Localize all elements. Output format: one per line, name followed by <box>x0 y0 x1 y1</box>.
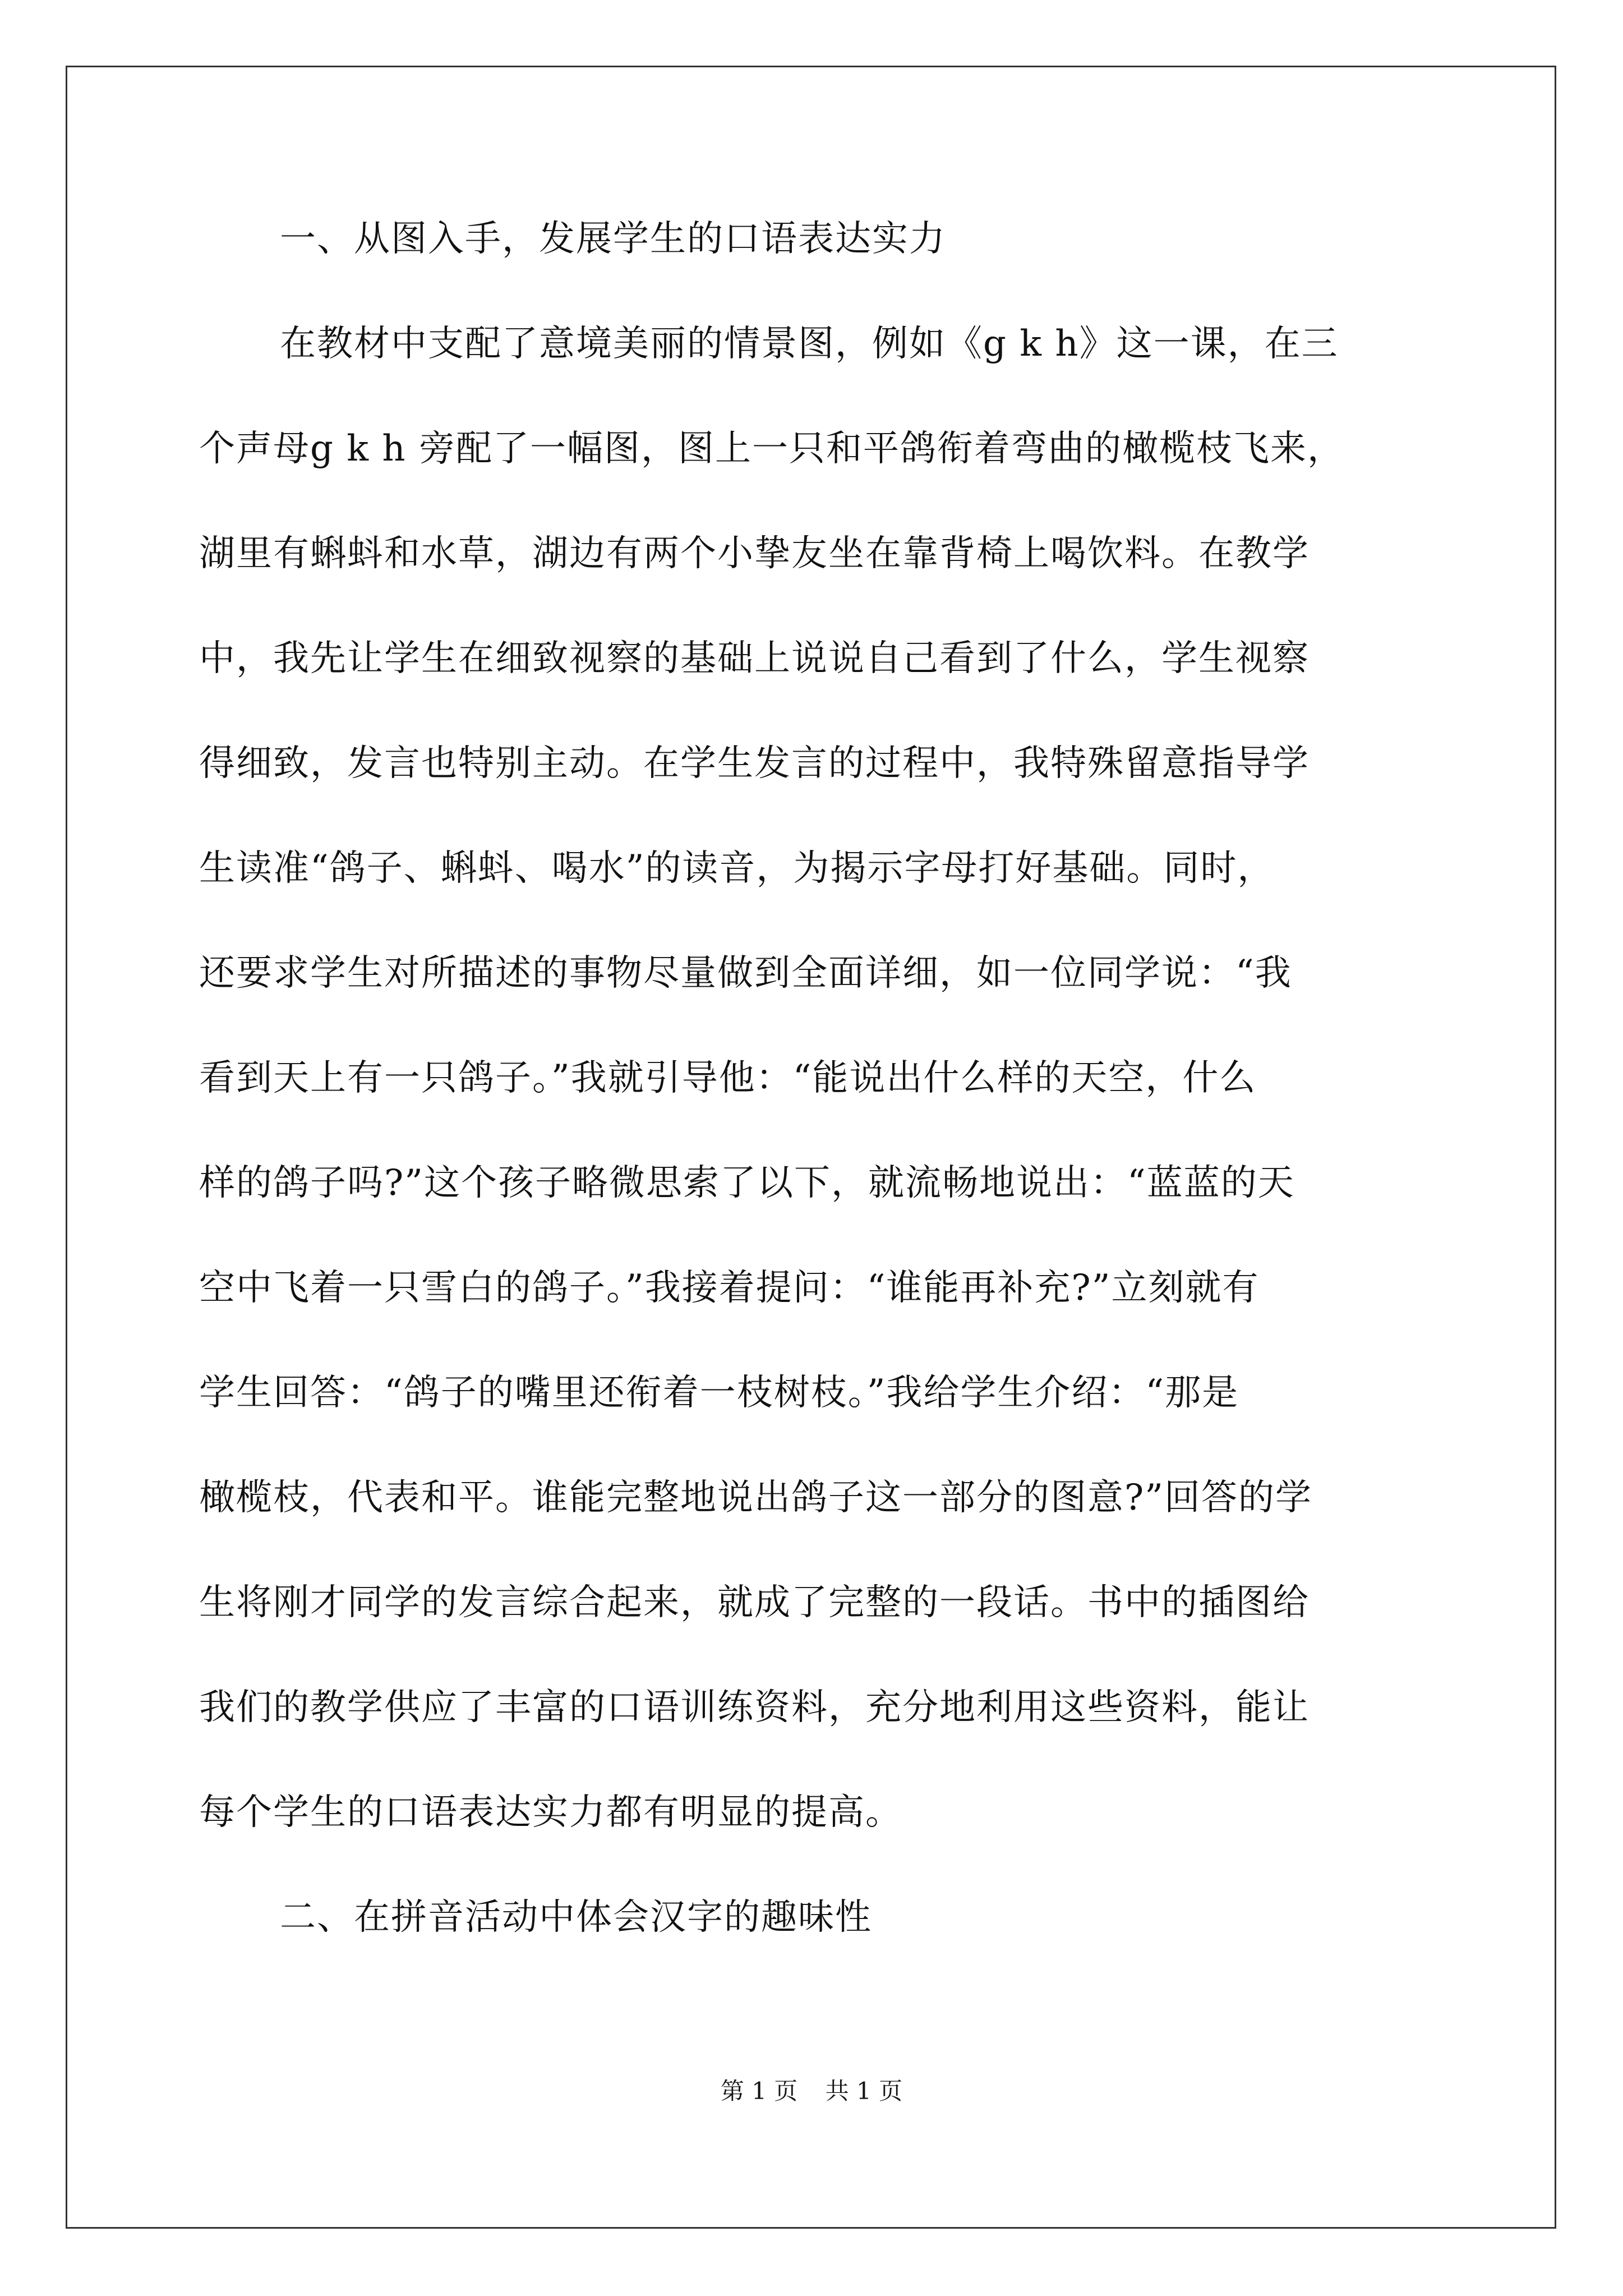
document-body <box>199 213 1433 1996</box>
paragraph-line: 我们的教学供应了丰富的口语训练资料，充分地利用这些资料，能让 <box>199 1687 1310 1728</box>
section-heading-2: 二、在拼音活动中体会汉字的趣味性 <box>280 1897 872 1938</box>
paragraph-line: 每个学生的口语表达实力都有明显的提高。 <box>199 1792 902 1833</box>
paragraph-line: 样的鸽子吗?”这个孩子略微思索了以下，就流畅地说出：“蓝蓝的天 <box>199 1162 1295 1204</box>
paragraph-line: 中，我先让学生在细致视察的基础上说说自己看到了什么，学生视察 <box>199 638 1310 679</box>
paragraph-line: 生读准“鸽子、蝌蚪、喝水”的读音，为揭示字母打好基础。同时， <box>199 848 1275 889</box>
page-footer <box>0 2073 1623 2106</box>
paragraph-line: 还要求学生对所描述的事物尽量做到全面详细，如一位同学说：“我 <box>199 953 1292 994</box>
paragraph-line: 得细致，发言也特别主动。在学生发言的过程中，我特殊留意指导学 <box>199 743 1310 784</box>
paragraph-line: 看到天上有一只鸽子。”我就引导他：“能说出什么样的天空，什么 <box>199 1057 1257 1099</box>
page-number-current: 第 1 页 <box>720 2077 798 2105</box>
paragraph-line: 橄榄枝，代表和平。谁能完整地说出鸽子这一部分的图意?”回答的学 <box>199 1477 1313 1519</box>
section-heading-1: 一、从图入手，发展学生的口语表达实力 <box>280 218 946 260</box>
paragraph-line: 空中飞着一只雪白的鸽子。”我接着提问：“谁能再补充?”立刻就有 <box>199 1267 1260 1309</box>
paragraph-line: 在教材中支配了意境美丽的情景图，例如《g k h》这一课，在三 <box>280 323 1339 365</box>
paragraph-line: 学生回答：“鸽子的嘴里还衔着一枝树枝。”我给学生介绍：“那是 <box>199 1372 1239 1414</box>
paragraph-line: 湖里有蝌蚪和水草，湖边有两个小挚友坐在靠背椅上喝饮料。在教学 <box>199 533 1310 574</box>
paragraph-line: 生将刚才同学的发言综合起来，就成了完整的一段话。书中的插图给 <box>199 1582 1310 1623</box>
page-number-total: 共 1 页 <box>825 2077 903 2105</box>
paragraph-line: 个声母g k h 旁配了一幅图，图上一只和平鸽衔着弯曲的橄榄枝飞来， <box>199 428 1344 470</box>
